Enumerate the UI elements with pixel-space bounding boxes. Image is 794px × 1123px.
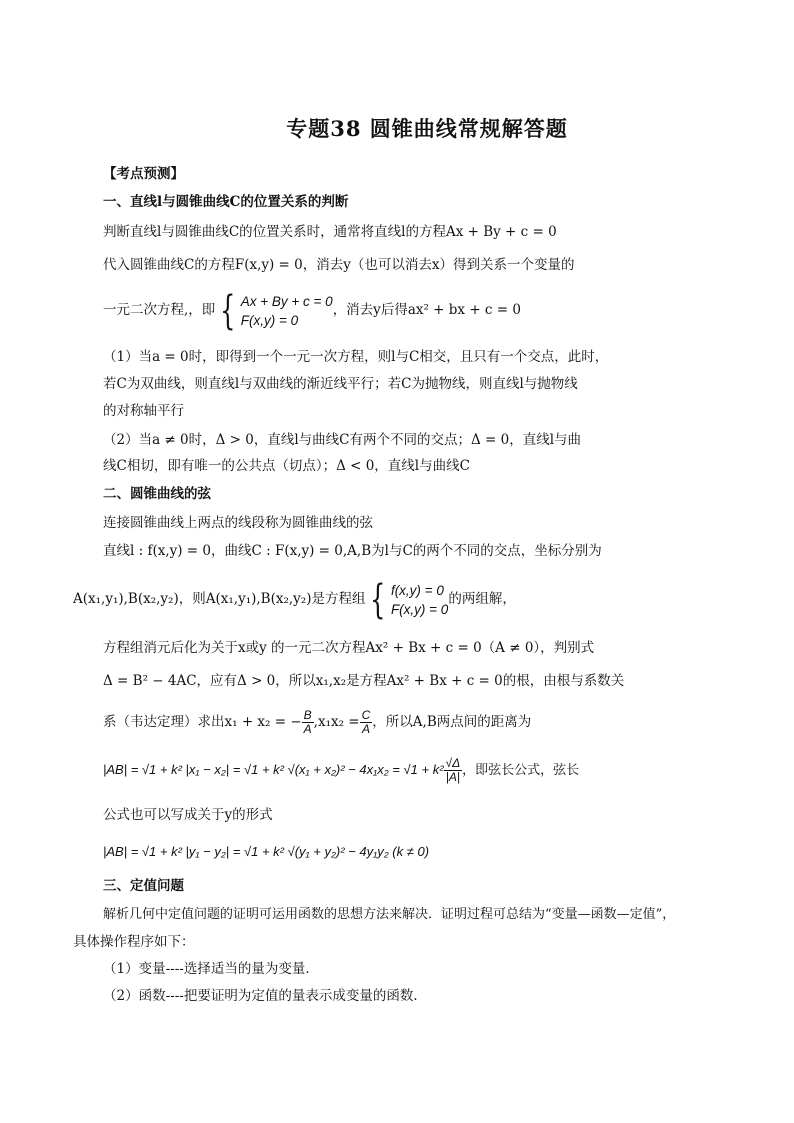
fraction-numerator: B bbox=[303, 708, 312, 722]
paragraph-11-pre: A(x₁,y₁),B(x₂,y₂)，则A(x₁,y₁),B(x₂,y₂)是方程组 bbox=[73, 591, 366, 607]
paragraph-1: 判断直线l与圆锥曲线C的位置关系时，通常将直线l的方程Ax + By + c = 0 bbox=[103, 224, 557, 240]
paragraph-7: （2）当a ≠ 0时，Δ > 0，直线l与曲线C有两个不同的交点；Δ = 0，直线l与曲 bbox=[103, 432, 582, 448]
paragraph-16: 公式也可以写成关于y的形式 bbox=[103, 807, 273, 823]
page-title: 专题38 圆锥曲线常规解答题 bbox=[286, 116, 568, 141]
chord-length-formula-x: |AB| = √1 + k² |x₁ − x₂| = √1 + k² √(x₁ + x₂)² − 4x₁x₂ = √1 + k² bbox=[103, 762, 444, 777]
fraction-b-over-a bbox=[302, 709, 314, 736]
fraction-denominator: A bbox=[303, 722, 312, 736]
chord-length-formula-y: |AB| = √1 + k² |y₁ − y₂| = √1 + k² √(y₁ + y₂)² − 4y₁y₂ (k ≠ 0) bbox=[103, 844, 430, 859]
fraction-numerator: C bbox=[361, 708, 371, 722]
paragraph-11-post: 的两组解， bbox=[448, 591, 516, 607]
equation-system-2 bbox=[391, 581, 448, 619]
paragraph-9: 连接圆锥曲线上两点的线段称为圆锥曲线的弦 bbox=[103, 515, 373, 531]
brace-symbol: { bbox=[220, 287, 236, 334]
paragraph-8: 线C相切，即有唯一的公共点（切点）；Δ < 0，直线l与曲线C bbox=[103, 458, 470, 474]
heading-1: 一、直线l与圆锥曲线C的位置关系的判断 bbox=[103, 194, 349, 210]
section-tag: 【考点预测】 bbox=[103, 166, 184, 182]
fraction-delta-over-a bbox=[444, 757, 463, 784]
paragraph-4: （1）当a = 0时，即得到一个一元一次方程，则l与C相交，且只有一个交点，此时， bbox=[103, 349, 609, 365]
fraction-c-over-a bbox=[360, 709, 373, 736]
system-1-eq-1: Ax + By + c = 0 bbox=[240, 293, 333, 309]
brace-symbol: { bbox=[370, 576, 386, 623]
heading-3: 三、定值问题 bbox=[103, 878, 184, 894]
paragraph-5: 若C为双曲线，则直线l与双曲线的渐近线平行；若C为抛物线，则直线l与抛物线 bbox=[103, 376, 578, 392]
system-2-eq-2: F(x,y) = 0 bbox=[390, 601, 449, 617]
heading-2: 二、圆锥曲线的弦 bbox=[103, 486, 211, 502]
paragraph-14 bbox=[103, 705, 531, 739]
paragraph-2: 代入圆锥曲线C的方程F(x,y) = 0，消去y（也可以消去x）得到关系一个变量的 bbox=[103, 257, 575, 273]
fraction-numerator: √Δ bbox=[445, 756, 461, 770]
paragraph-14-mid: ,x₁x₂ = bbox=[313, 714, 360, 730]
paragraph-21: （2）函数----把要证明为定值的量表示成变量的函数． bbox=[103, 988, 427, 1004]
paragraph-3-post: ，消去y后得ax² + bx + c = 0 bbox=[332, 302, 521, 318]
equation-system-1 bbox=[241, 292, 333, 330]
paragraph-14-pre: 系（韦达定理）求出x₁ + x₂ = − bbox=[103, 714, 302, 730]
fraction-denominator: A bbox=[361, 722, 370, 736]
paragraph-18: 解析几何中定值问题的证明可运用函数的思想方法来解决．证明过程可总结为“变量—函数—定值”， bbox=[103, 907, 676, 922]
paragraph-15 bbox=[103, 750, 579, 791]
paragraph-13: Δ = B² − 4AC，应有Δ > 0，所以x₁,x₂是方程Ax² + Bx + c = 0的根，由根与系数关 bbox=[103, 673, 625, 689]
paragraph-3 bbox=[103, 287, 521, 334]
paragraph-15-post: ，即弦长公式，弦长 bbox=[462, 763, 580, 778]
system-1-eq-2: F(x,y) = 0 bbox=[240, 312, 299, 328]
paragraph-19: 具体操作程序如下： bbox=[73, 934, 195, 950]
paragraph-20: （1）变量----选择适当的量为变量． bbox=[103, 961, 319, 977]
fraction-denominator: |A| bbox=[445, 770, 460, 784]
paragraph-14-post: ，所以A,B两点间的距离为 bbox=[372, 714, 532, 730]
system-2-eq-1: f(x,y) = 0 bbox=[390, 582, 444, 598]
paragraph-6: 的对称轴平行 bbox=[103, 403, 184, 419]
paragraph-3-pre: 一元二次方程,，即 bbox=[103, 302, 216, 318]
paragraph-11 bbox=[73, 576, 516, 623]
paragraph-12: 方程组消元后化为关于x或y 的一元二次方程Ax² + Bx + c = 0（A ≠ 0），判别式 bbox=[103, 640, 595, 656]
paragraph-10: 直线l : f(x,y) = 0，曲线C : F(x,y) = 0,A,B为l与C的两个不同的交点，坐标分别为 bbox=[103, 543, 602, 559]
